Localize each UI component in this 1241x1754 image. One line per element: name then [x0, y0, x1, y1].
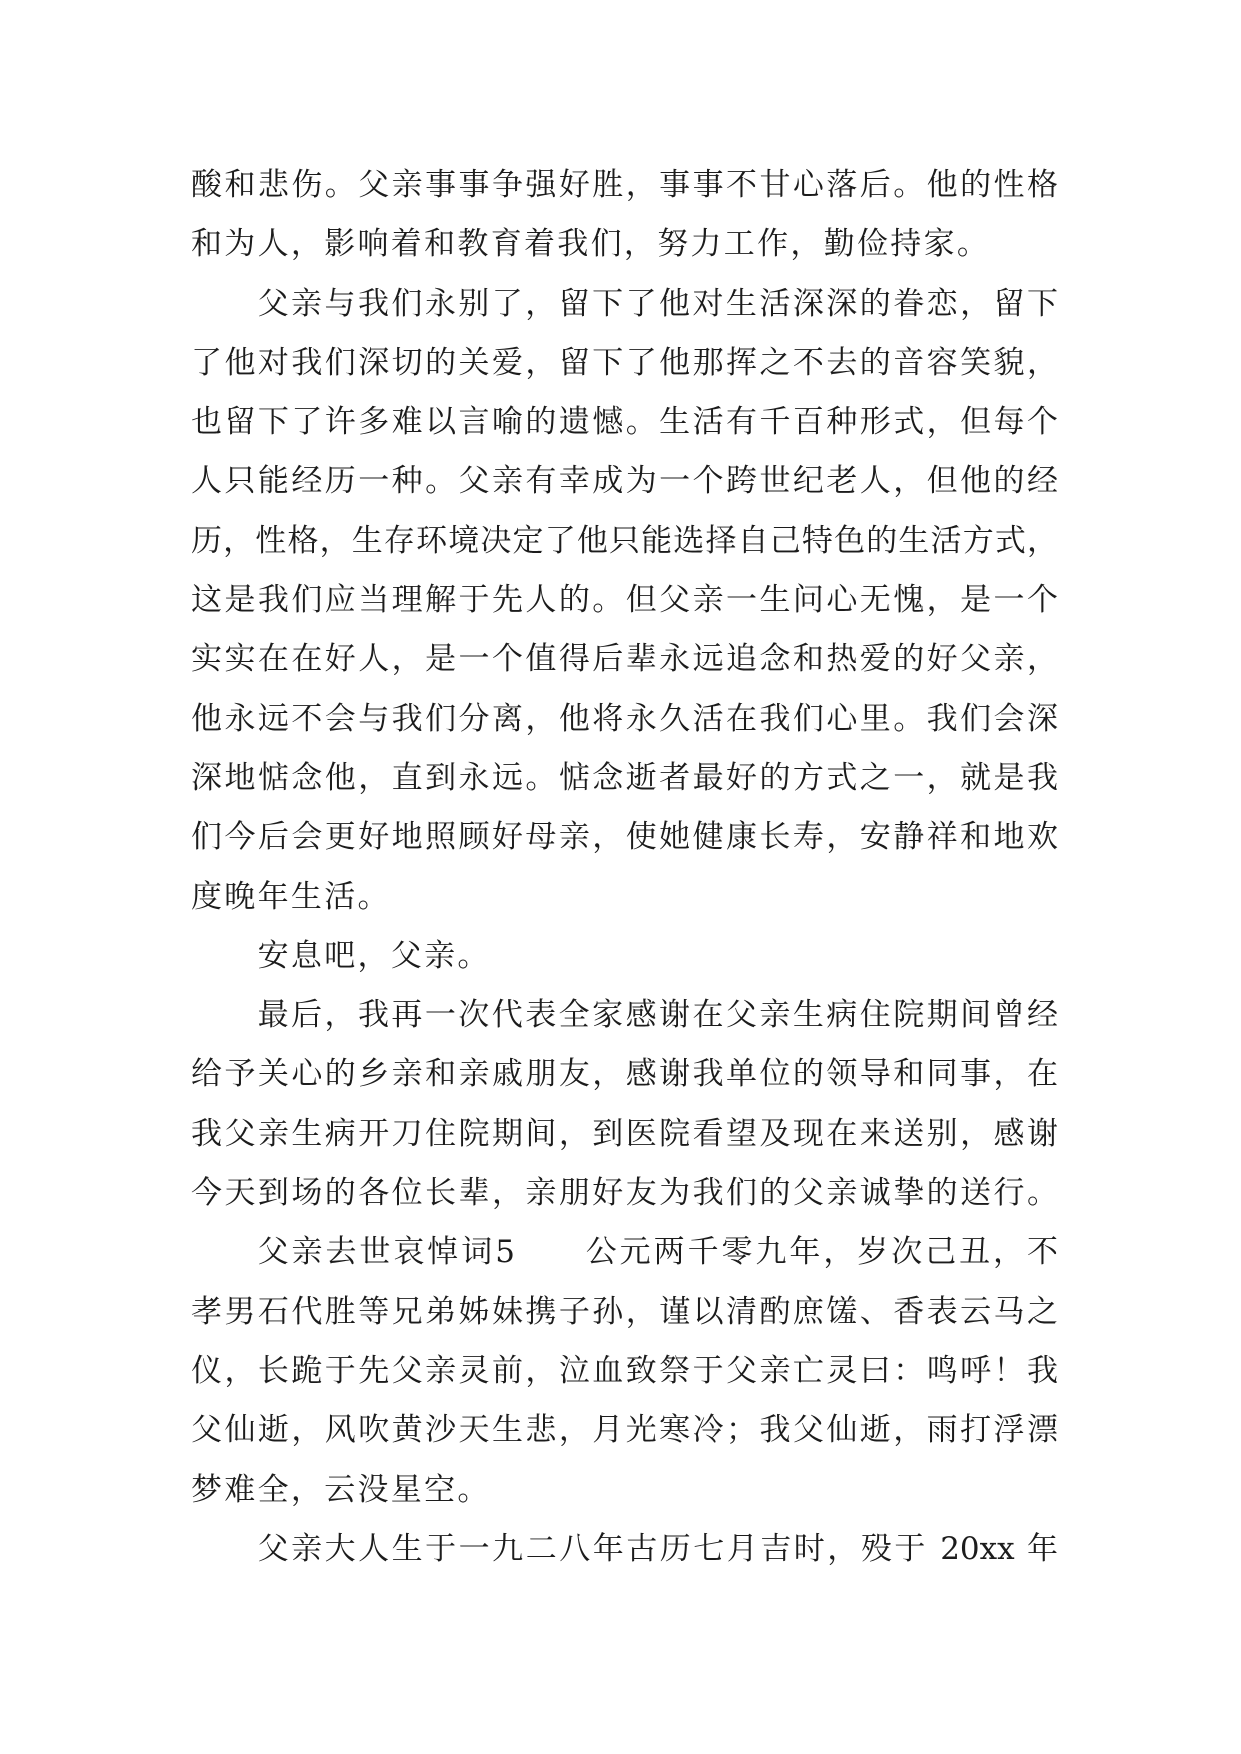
text-line: 和为人，影响着和教育着我们，努力工作，勤俭持家。	[191, 226, 991, 263]
text-line: 了他对我们深切的关爱，留下了他那挥之不去的音容笑貌，	[191, 344, 1058, 381]
text-line: 孝男石代胜等兄弟姊妹携子孙，谨以清酌庶馐、香表云马之	[191, 1293, 1058, 1330]
paragraph-continuation	[191, 156, 1058, 275]
text-line: 他永远不会与我们分离，他将永久活在我们心里。我们会深	[191, 700, 1058, 737]
document-body	[191, 156, 1058, 1579]
text-line: 度晚年生活。	[191, 878, 391, 915]
text-line: 父亲大人生于一九二八年古历七月吉时，殁于 20xx 年	[257, 1530, 1058, 1567]
text-line: 父仙逝，风吹黄沙天生悲，月光寒冷；我父仙逝，雨打浮漂	[191, 1412, 1058, 1449]
paragraph-eulogy-5	[191, 1223, 1058, 1519]
text-line: 父亲去世哀悼词5 公元两千零九年，岁次己丑，不	[257, 1234, 1058, 1271]
text-line: 这是我们应当理解于先人的。但父亲一生问心无愧，是一个	[191, 582, 1058, 619]
text-line: 今天到场的各位长辈，亲朋好友为我们的父亲诚挚的送行。	[191, 1175, 1058, 1212]
paragraph-rest-in-peace	[191, 927, 1058, 986]
text-line: 们今后会更好地照顾好母亲，使她健康长寿，安静祥和地欢	[191, 819, 1058, 856]
text-line: 深地惦念他，直到永远。惦念逝者最好的方式之一，就是我	[191, 759, 1058, 796]
text-line: 仪，长跪于先父亲灵前，泣血致祭于父亲亡灵曰：鸣呼！我	[191, 1352, 1058, 1389]
paragraph-farewell	[191, 275, 1058, 927]
text-line: 我父亲生病开刀住院期间，到医院看望及现在来送别，感谢	[191, 1115, 1058, 1152]
paragraph-thanks	[191, 986, 1058, 1223]
text-line: 最后，我再一次代表全家感谢在父亲生病住院期间曾经	[257, 997, 1058, 1034]
text-line: 实实在在好人，是一个值得后辈永远追念和热爱的好父亲，	[191, 641, 1058, 678]
text-line: 给予关心的乡亲和亲戚朋友，感谢我单位的领导和同事，在	[191, 1056, 1058, 1093]
text-line: 安息吧，父亲。	[257, 937, 491, 974]
text-line: 父亲与我们永别了，留下了他对生活深深的眷恋，留下	[257, 285, 1058, 322]
text-line: 梦难全，云没星空。	[191, 1471, 491, 1508]
text-line: 酸和悲伤。父亲事事争强好胜，事事不甘心落后。他的性格	[191, 167, 1058, 203]
paragraph-birth	[191, 1520, 1058, 1579]
text-line: 人只能经历一种。父亲有幸成为一个跨世纪老人，但他的经	[191, 463, 1058, 500]
text-line: 历，性格，生存环境决定了他只能选择自己特色的生活方式，	[191, 522, 1058, 559]
text-line: 也留下了许多难以言喻的遗憾。生活有千百种形式，但每个	[191, 404, 1058, 441]
